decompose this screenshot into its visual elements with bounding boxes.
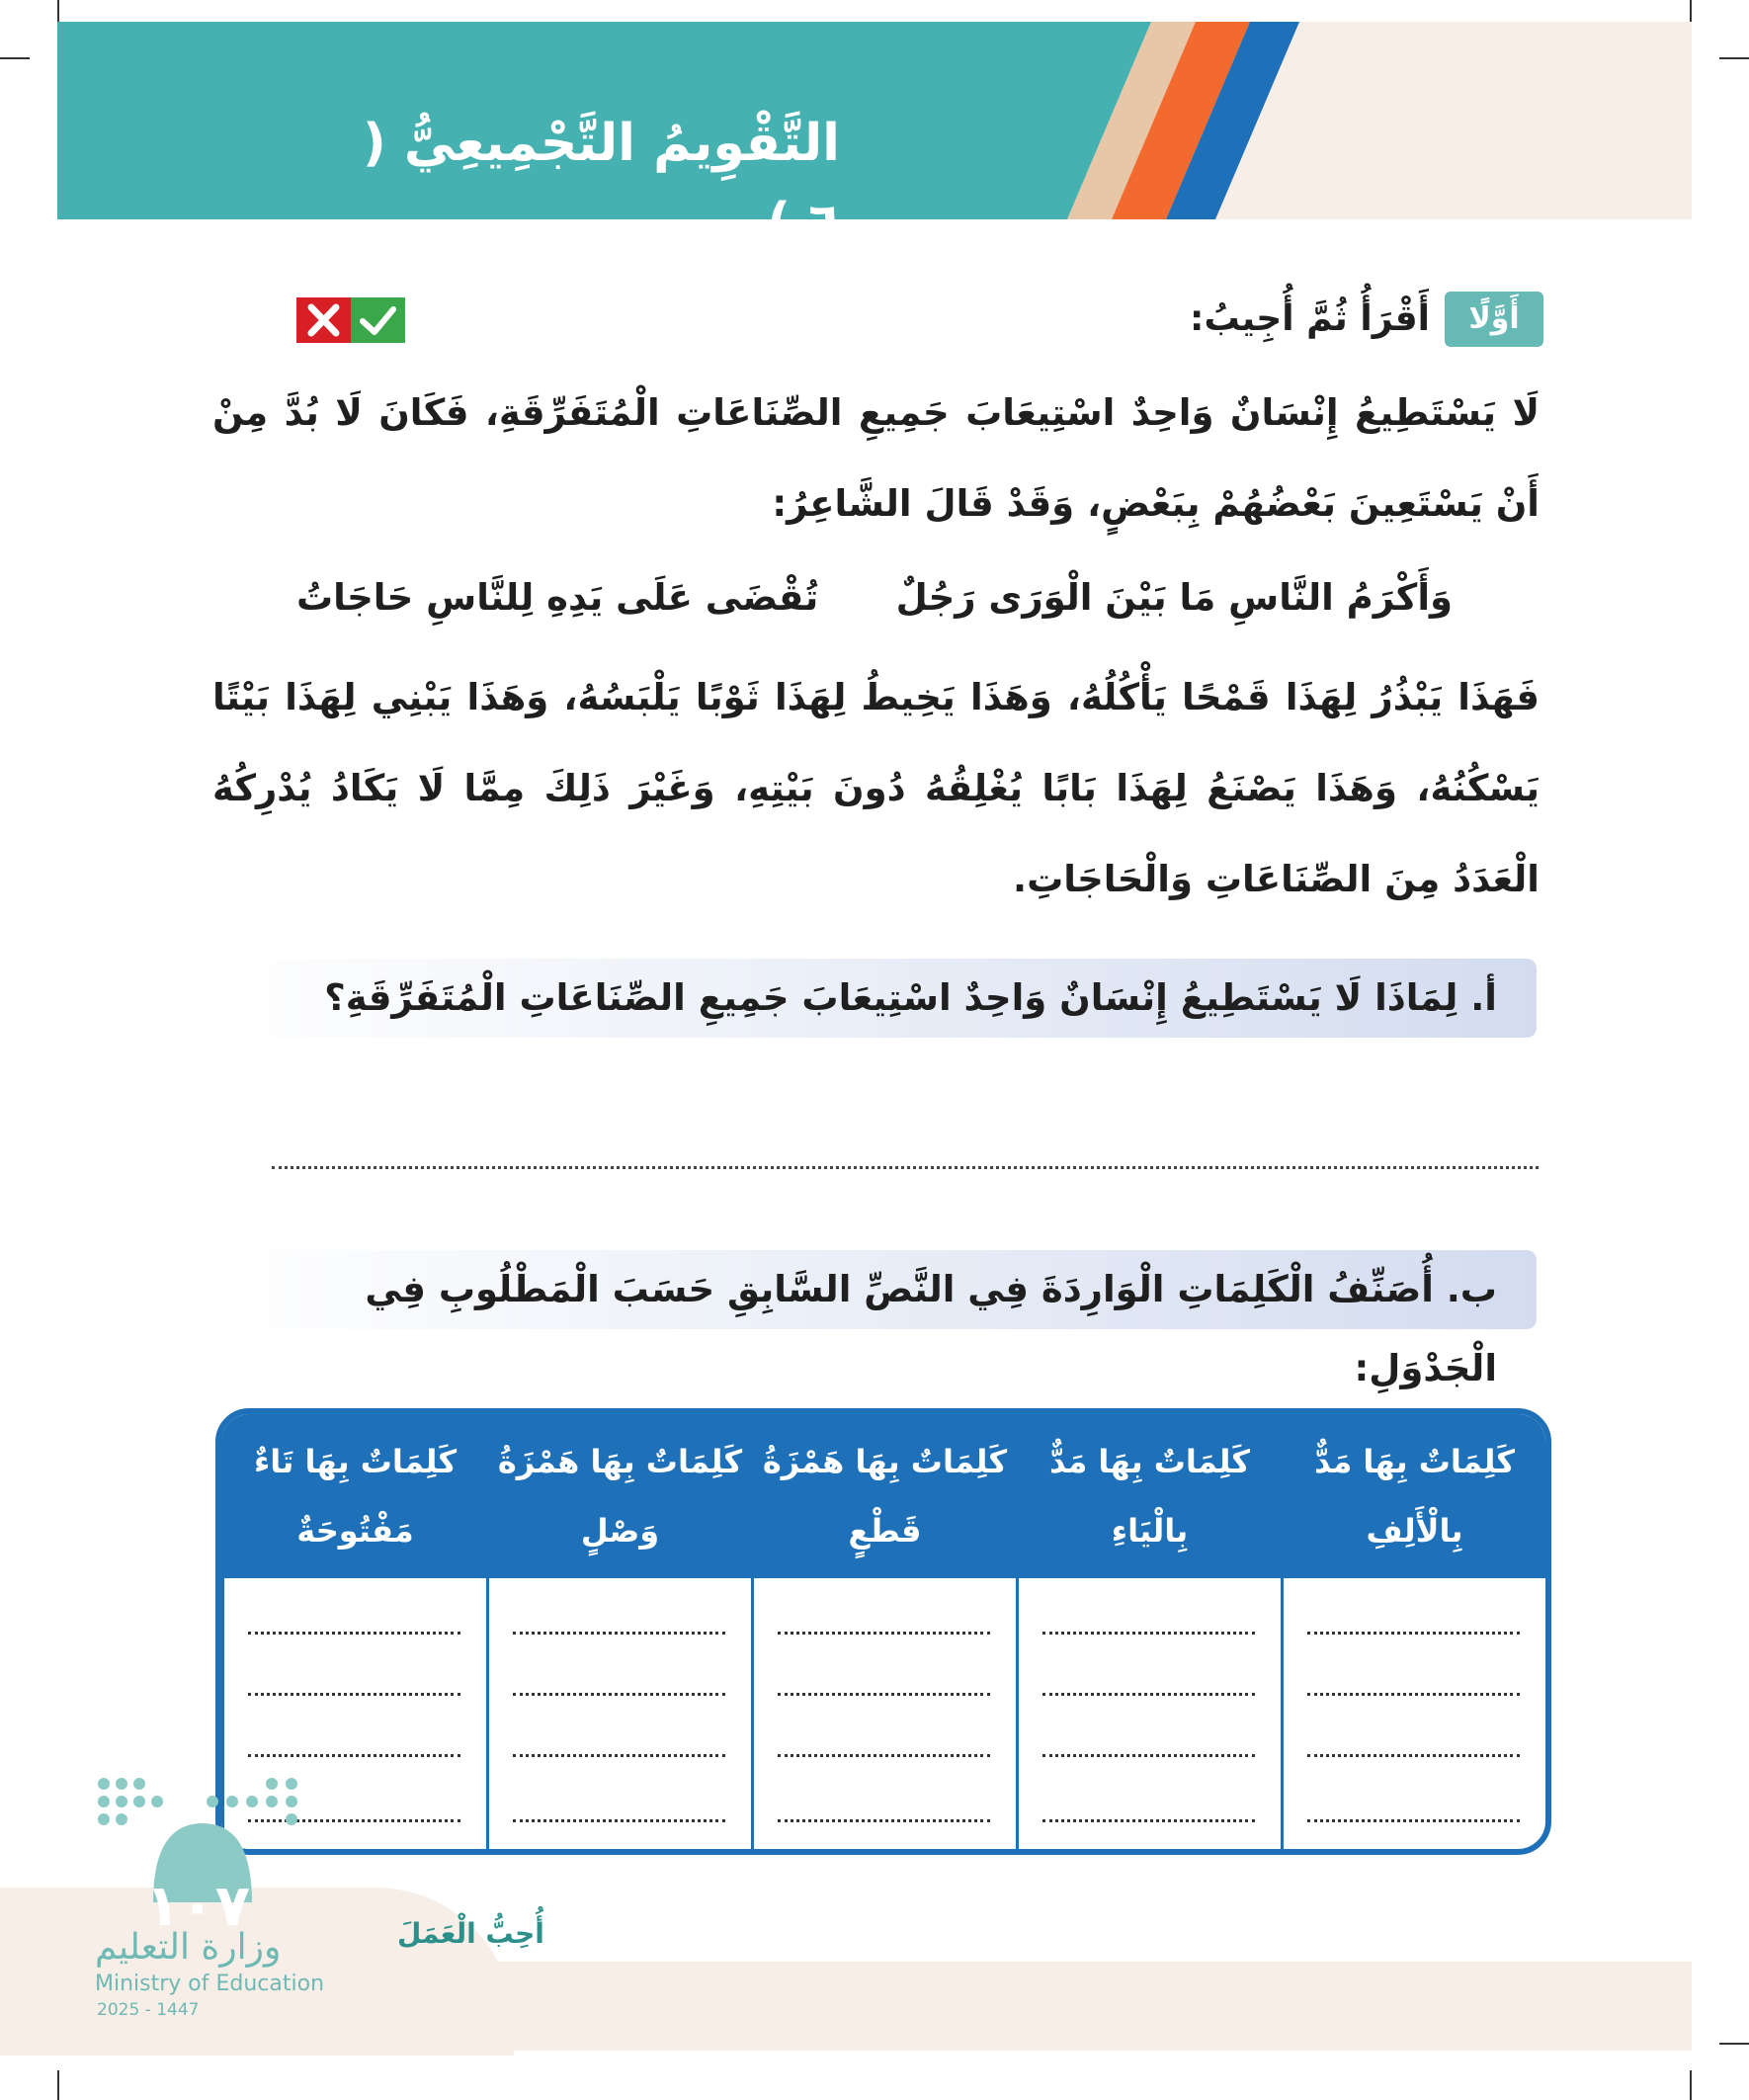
table-column (486, 1414, 751, 1849)
verse-second-half: تُقْضَى عَلَى يَدِهِ لِلنَّاسِ حَاجَاتُ (296, 576, 819, 619)
table-answer-line[interactable] (1042, 1693, 1255, 1696)
table-answer-line[interactable] (1042, 1632, 1255, 1635)
table-answer-line[interactable] (248, 1632, 460, 1635)
table-answer-line[interactable] (1042, 1754, 1255, 1757)
column-header: كَلِمَاتٌ بِهَا مَدٌّ بِالْأَلِفِ (1313, 1443, 1516, 1550)
crop-mark (57, 2070, 59, 2100)
edition-year: 2025 - 1447 (97, 2000, 200, 2020)
table-answer-line[interactable] (513, 1754, 725, 1757)
column-header: كَلِمَاتٌ بِهَا هَمْزَةُ قَطْعٍ (762, 1443, 1008, 1550)
table-column (1281, 1414, 1545, 1849)
table-answer-line[interactable] (778, 1632, 990, 1635)
table-answer-line[interactable] (513, 1693, 725, 1696)
ministry-name-en: Ministry of Education (95, 1972, 325, 1996)
page-number: ١٠٧ (144, 1872, 251, 1939)
table-column (1016, 1414, 1281, 1849)
ministry-name-ar: وزارة التعليم (95, 1927, 282, 1968)
question-a-box (212, 959, 1537, 1038)
column-header: كَلِمَاتٌ بِهَا تَاءٌ مَفْتُوحَةٌ (253, 1443, 458, 1550)
table-answer-line[interactable] (513, 1632, 725, 1635)
classification-table (215, 1408, 1551, 1855)
question-b: ب. أُصَنِّفُ الْكَلِمَاتِ الْوَارِدَةَ فِي النَّصِّ السَّابِقِ حَسَبَ الْمَطْلُوبِ فِي الْجَدْوَلِ: (365, 1268, 1497, 1389)
passage-body: فَهَذَا يَبْذُرُ لِهَذَا قَمْحًا يَأْكُلُهُ، وَهَذَا يَخِيطُ لِهَذَا ثَوْبًا يَلْبَسُهُ، وَهَذَا يَبْنِي لِهَذَا بَيْتًا يَسْكُنُهُ، وَهَذَا يَصْنَعُ لِهَذَا بَابًا يُغْلِقُهُ دُونَ بَيْتِهِ، وَغَيْرَ ذَلِكَ مِمَّا لَا يَكَادُ يُدْرِكُهُ الْعَدَدُ مِنَ الصِّنَاعَاتِ وَالْحَاجَاتِ. (212, 676, 1540, 900)
table-answer-line[interactable] (248, 1754, 460, 1757)
table-answer-line[interactable] (1307, 1754, 1520, 1757)
crop-mark (1719, 2043, 1749, 2045)
crop-mark (1690, 2070, 1692, 2100)
page-title: التَّقْوِيمُ التَّجْمِيعِيُّ ( ٦ ) (363, 114, 840, 252)
table-answer-line[interactable] (513, 1819, 725, 1822)
table-column (751, 1414, 1016, 1849)
true-false-icon (296, 297, 405, 343)
table-answer-line[interactable] (248, 1693, 460, 1696)
table-answer-line[interactable] (778, 1819, 990, 1822)
footer-slogan: أُحِبُّ الْعَمَلَ (397, 1917, 544, 1950)
table-answer-line[interactable] (778, 1693, 990, 1696)
question-b-box (212, 1250, 1537, 1389)
section-badge: أَوَّلًا (1445, 292, 1543, 347)
section-heading (296, 292, 1543, 351)
instruction-text: أَقْرَأُ ثُمَّ أُجِيبُ: (1190, 298, 1430, 339)
answer-line[interactable] (272, 1156, 1539, 1169)
column-header: كَلِمَاتٌ بِهَا هَمْزَةُ وَصْلٍ (497, 1443, 743, 1550)
column-header: كَلِمَاتٌ بِهَا مَدٌّ بِالْيَاءِ (1048, 1443, 1251, 1550)
poem-verse (296, 558, 1453, 637)
table-answer-line[interactable] (1042, 1819, 1255, 1822)
header-stripes (1013, 22, 1329, 219)
question-a: أ. لِمَاذَا لَا يَسْتَطِيعُ إِنْسَانٌ وَاحِدٌ اسْتِيعَابَ جَمِيعِ الصِّنَاعَاتِ الْمُتَفَرِّقَةِ؟ (324, 976, 1497, 1019)
crop-mark (0, 57, 30, 59)
crop-mark (1719, 57, 1749, 59)
passage-intro: لَا يَسْتَطِيعُ إِنْسَانٌ وَاحِدٌ اسْتِيعَابَ جَمِيعِ الصِّنَاعَاتِ الْمُتَفَرِّقَةِ، فَكَانَ لَا بُدَّ مِنْ أَنْ يَسْتَعِينَ بَعْضُهُمْ بِبَعْضٍ، وَقَدْ قَالَ الشَّاعِرُ: (212, 391, 1540, 525)
table-answer-line[interactable] (1307, 1819, 1520, 1822)
verse-first-half: وَأَكْرَمُ النَّاسِ مَا بَيْنَ الْوَرَى رَجُلٌ (895, 576, 1453, 619)
table-answer-line[interactable] (1307, 1632, 1520, 1635)
table-answer-line[interactable] (778, 1754, 990, 1757)
table-answer-line[interactable] (1307, 1693, 1520, 1696)
